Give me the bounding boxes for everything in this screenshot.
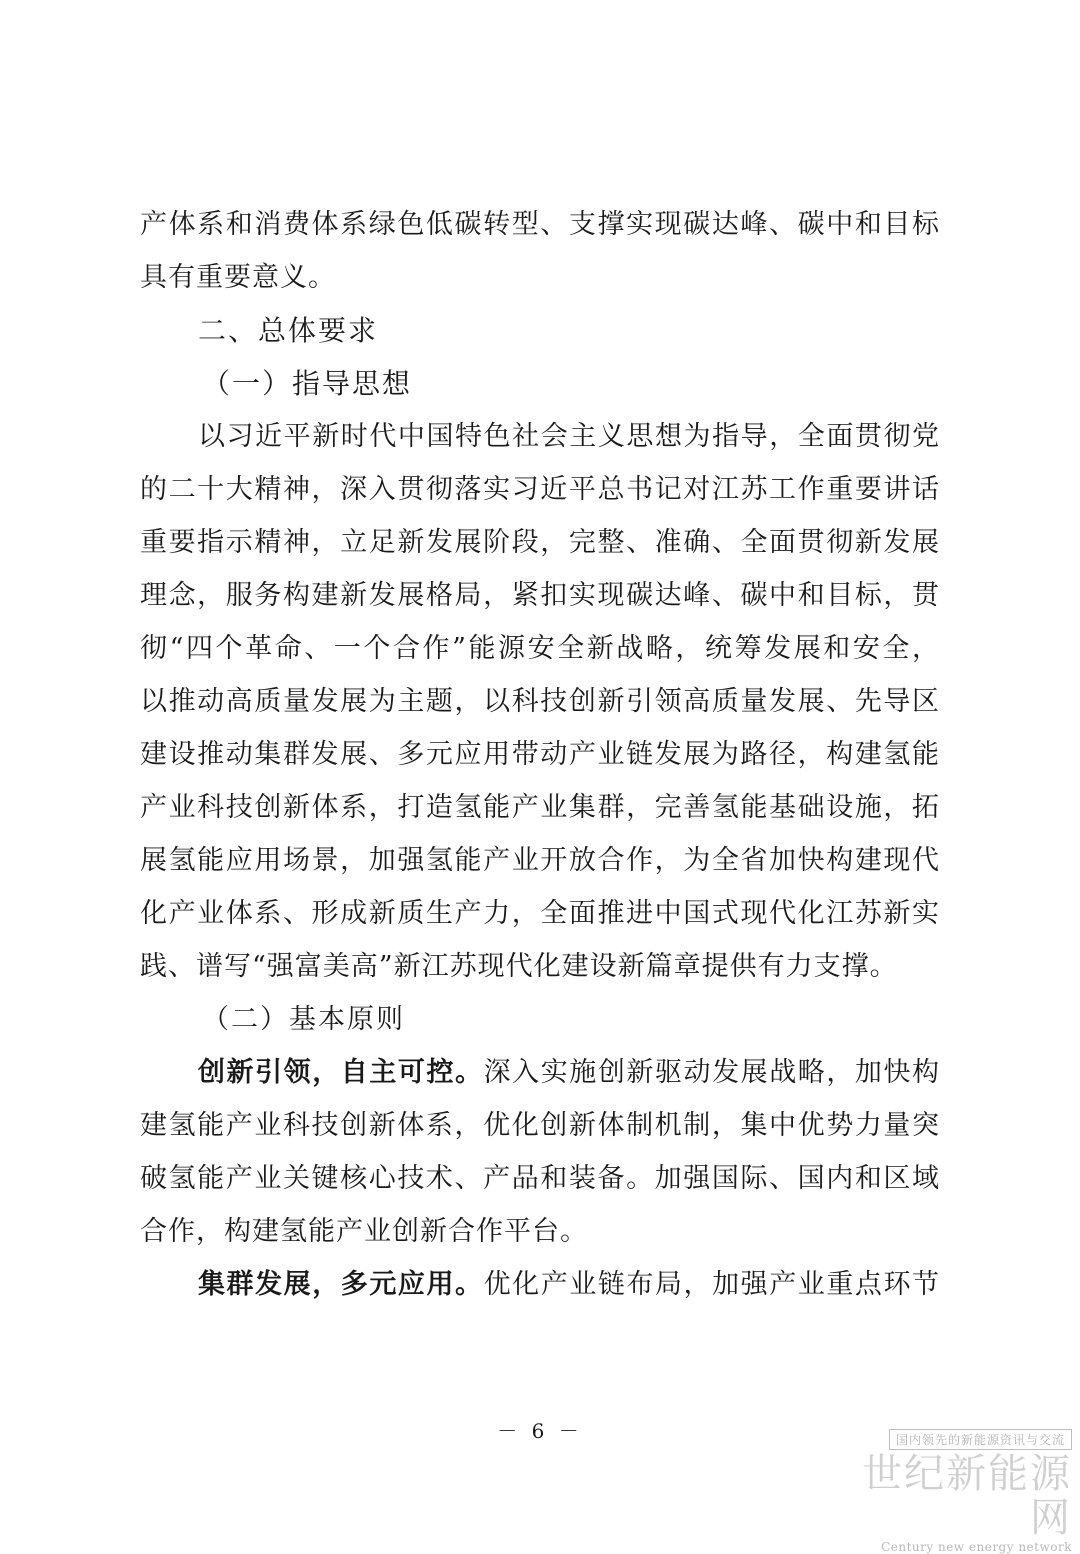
guiding-line: 化产业体系、形成新质生产力，全面推进中国式现代化江苏新实 <box>140 898 940 929</box>
guiding-line: 重要指示精神，立足新发展阶段，完整、准确、全面贯彻新发展 <box>140 527 940 558</box>
principle-2-paragraph <box>140 1258 940 1311</box>
guiding-line: 践、谱写“强富美高”新江苏现代化建设新篇章提供有力支撑。 <box>140 951 898 982</box>
principle-2-first-line-rest: 优化产业链布局，加强产业重点环节 <box>483 1269 941 1300</box>
intro-line: 具有重要意义。 <box>140 262 336 293</box>
guiding-line: 彻“四个革命、一个合作”能源安全新战略，统筹发展和安全， <box>140 633 940 664</box>
principle-1-line: 合作，构建氢能产业创新合作平台。 <box>140 1216 588 1247</box>
principle-1-line: 破氢能产业关键核心技术、产品和装备。加强国际、国内和区域 <box>140 1163 940 1194</box>
principle-1-lead: 创新引领，自主可控。 <box>198 1057 484 1088</box>
section-heading-block <box>140 304 940 357</box>
subsection-1-heading: （一）指导思想 <box>202 367 413 400</box>
principle-1-first-line-rest: 深入实施创新驱动发展战略，加快构 <box>483 1057 941 1088</box>
guiding-line: 的二十大精神，深入贯彻落实习近平总书记对江苏工作重要讲话 <box>140 474 940 505</box>
guiding-line: 建设推动集群发展、多元应用带动产业链发展为路径，构建氢能 <box>140 739 940 770</box>
guiding-line: 以习近平新时代中国特色社会主义思想为指导，全面贯彻党 <box>198 421 940 452</box>
principle-1-paragraph <box>140 1046 940 1258</box>
intro-paragraph <box>140 198 940 304</box>
principle-1-first-line <box>140 1046 940 1099</box>
subsection-1-heading-block <box>140 357 940 410</box>
guiding-paragraph <box>140 410 940 993</box>
guiding-line: 以推动高质量发展为主题，以科技创新引领高质量发展、先导区 <box>140 686 940 717</box>
guiding-line: 产业科技创新体系，打造氢能产业集群，完善氢能基础设施，拓 <box>140 792 940 823</box>
subsection-2-heading: （二）基本原则 <box>202 1004 405 1035</box>
watermark-tagline: 国内领先的新能源资讯与交流 <box>889 1429 1072 1450</box>
intro-line: 产体系和消费体系绿色低碳转型、支撑实现碳达峰、碳中和目标 <box>140 209 940 240</box>
principle-1-line: 建氢能产业科技创新体系，优化创新体制机制，集中优势力量突 <box>140 1110 940 1141</box>
watermark-subtext: Century new energy network <box>881 1540 1072 1554</box>
guiding-line: 展氢能应用场景，加强氢能产业开放合作，为全省加快构建现代 <box>140 845 940 876</box>
page-number: － 6 － <box>497 1419 583 1443</box>
watermark-logo-text: 世纪新能源网 <box>862 1451 1072 1541</box>
principle-2-first-line <box>140 1258 940 1311</box>
principle-2-lead: 集群发展，多元应用。 <box>198 1269 484 1300</box>
section-heading: 二、总体要求 <box>198 314 379 347</box>
guiding-line: 理念，服务构建新发展格局，紧扣实现碳达峰、碳中和目标，贯 <box>140 580 940 611</box>
watermark <box>852 1429 1072 1554</box>
subsection-2-heading-block <box>140 993 940 1046</box>
